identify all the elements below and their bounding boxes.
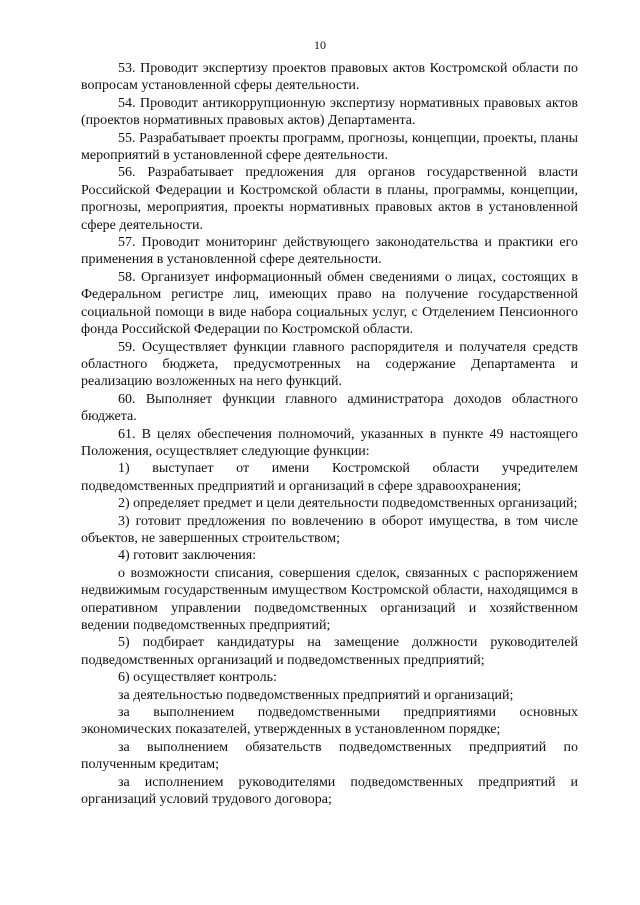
subitem-61-1: 1) выступает от имени Костромской области учредителем подведомственных предприятий и организаций в сфере здравоохранения; bbox=[81, 461, 578, 494]
subitem-61-5: 5) подбирает кандидатуры на замещение должности руководителей подведомственных организаций и подведомственных предприятий; bbox=[81, 635, 578, 668]
paragraph-56: 56. Разрабатывает предложения для органов государственной власти Российской Федерации и Костромской области в планы, программы, концепции, прогнозы, мероприятия, проекты нормативных правовых актов в установленной сфере деятельности. bbox=[81, 165, 578, 233]
subitem-61-2: 2) определяет предмет и цели деятельности подведомственных организаций; bbox=[118, 496, 578, 512]
control-item-activity: за деятельностью подведомственных предприятий и организаций; bbox=[118, 687, 514, 703]
control-item-indicators: за выполнением подведомственными предприятиями основных экономических показателей, утвержденных в установленном порядке; bbox=[81, 705, 578, 738]
paragraph-58: 58. Организует информационный обмен сведениями о лицах, состоящих в Федеральном регистре лиц, имеющих право на получение государственной социальной помощи в виде набора социальных услуг, с Отделением Пенсионного фонда Российской Федерации по Костромской области. bbox=[81, 269, 578, 338]
paragraph-61: 61. В целях обеспечения полномочий, указанных в пункте 49 настоящего Положения, осуществляет следующие функции: bbox=[81, 426, 578, 459]
page-number: 10 bbox=[314, 38, 326, 52]
paragraph-54: 54. Проводит антикоррупционную экспертизу нормативных правовых актов (проектов нормативных правовых актов) Департамента. bbox=[81, 95, 578, 129]
paragraph-55: 55. Разрабатывает проекты программ, прогнозы, концепции, проекты, планы мероприятий в установленной сфере деятельности. bbox=[81, 130, 578, 164]
subitem-61-4: 4) готовит заключения: bbox=[118, 548, 257, 564]
control-item-credits: за выполнением обязательств подведомственных предприятий по полученным кредитам; bbox=[81, 739, 578, 773]
paragraph-59: 59. Осуществляет функции главного распорядителя и получателя средств областного бюджета, предусмотренных на содержание Департамента и реализацию возложенных на него функций. bbox=[81, 339, 578, 390]
paragraph-57: 57. Проводит мониторинг действующего законодательства и практики его применения в установленной сфере деятельности. bbox=[81, 235, 578, 268]
subitem-61-6: 6) осуществляет контроль: bbox=[118, 670, 277, 686]
paragraph-53: 53. Проводит экспертизу проектов правовых актов Костромской области по вопросам установленной сферы деятельности. bbox=[81, 61, 578, 94]
subitem-61-3: 3) готовит предложения по вовлечению в оборот имущества, в том числе объектов, не завершенных строительством; bbox=[81, 513, 578, 546]
paragraph-60: 60. Выполняет функции главного администратора доходов областного бюджета. bbox=[81, 391, 578, 425]
control-item-contracts: за исполнением руководителями подведомственных предприятий и организаций условий трудового договора; bbox=[81, 774, 578, 808]
subitem-61-4-conclusion: о возможности списания, совершения сделок, связанных с распоряжением недвижимым государственным имуществом Костромской области, находящимся в оперативном управлении подведомственных организаций и хозяйственном ведении подведомственных предприятий; bbox=[81, 565, 578, 633]
document-body bbox=[81, 60, 578, 808]
